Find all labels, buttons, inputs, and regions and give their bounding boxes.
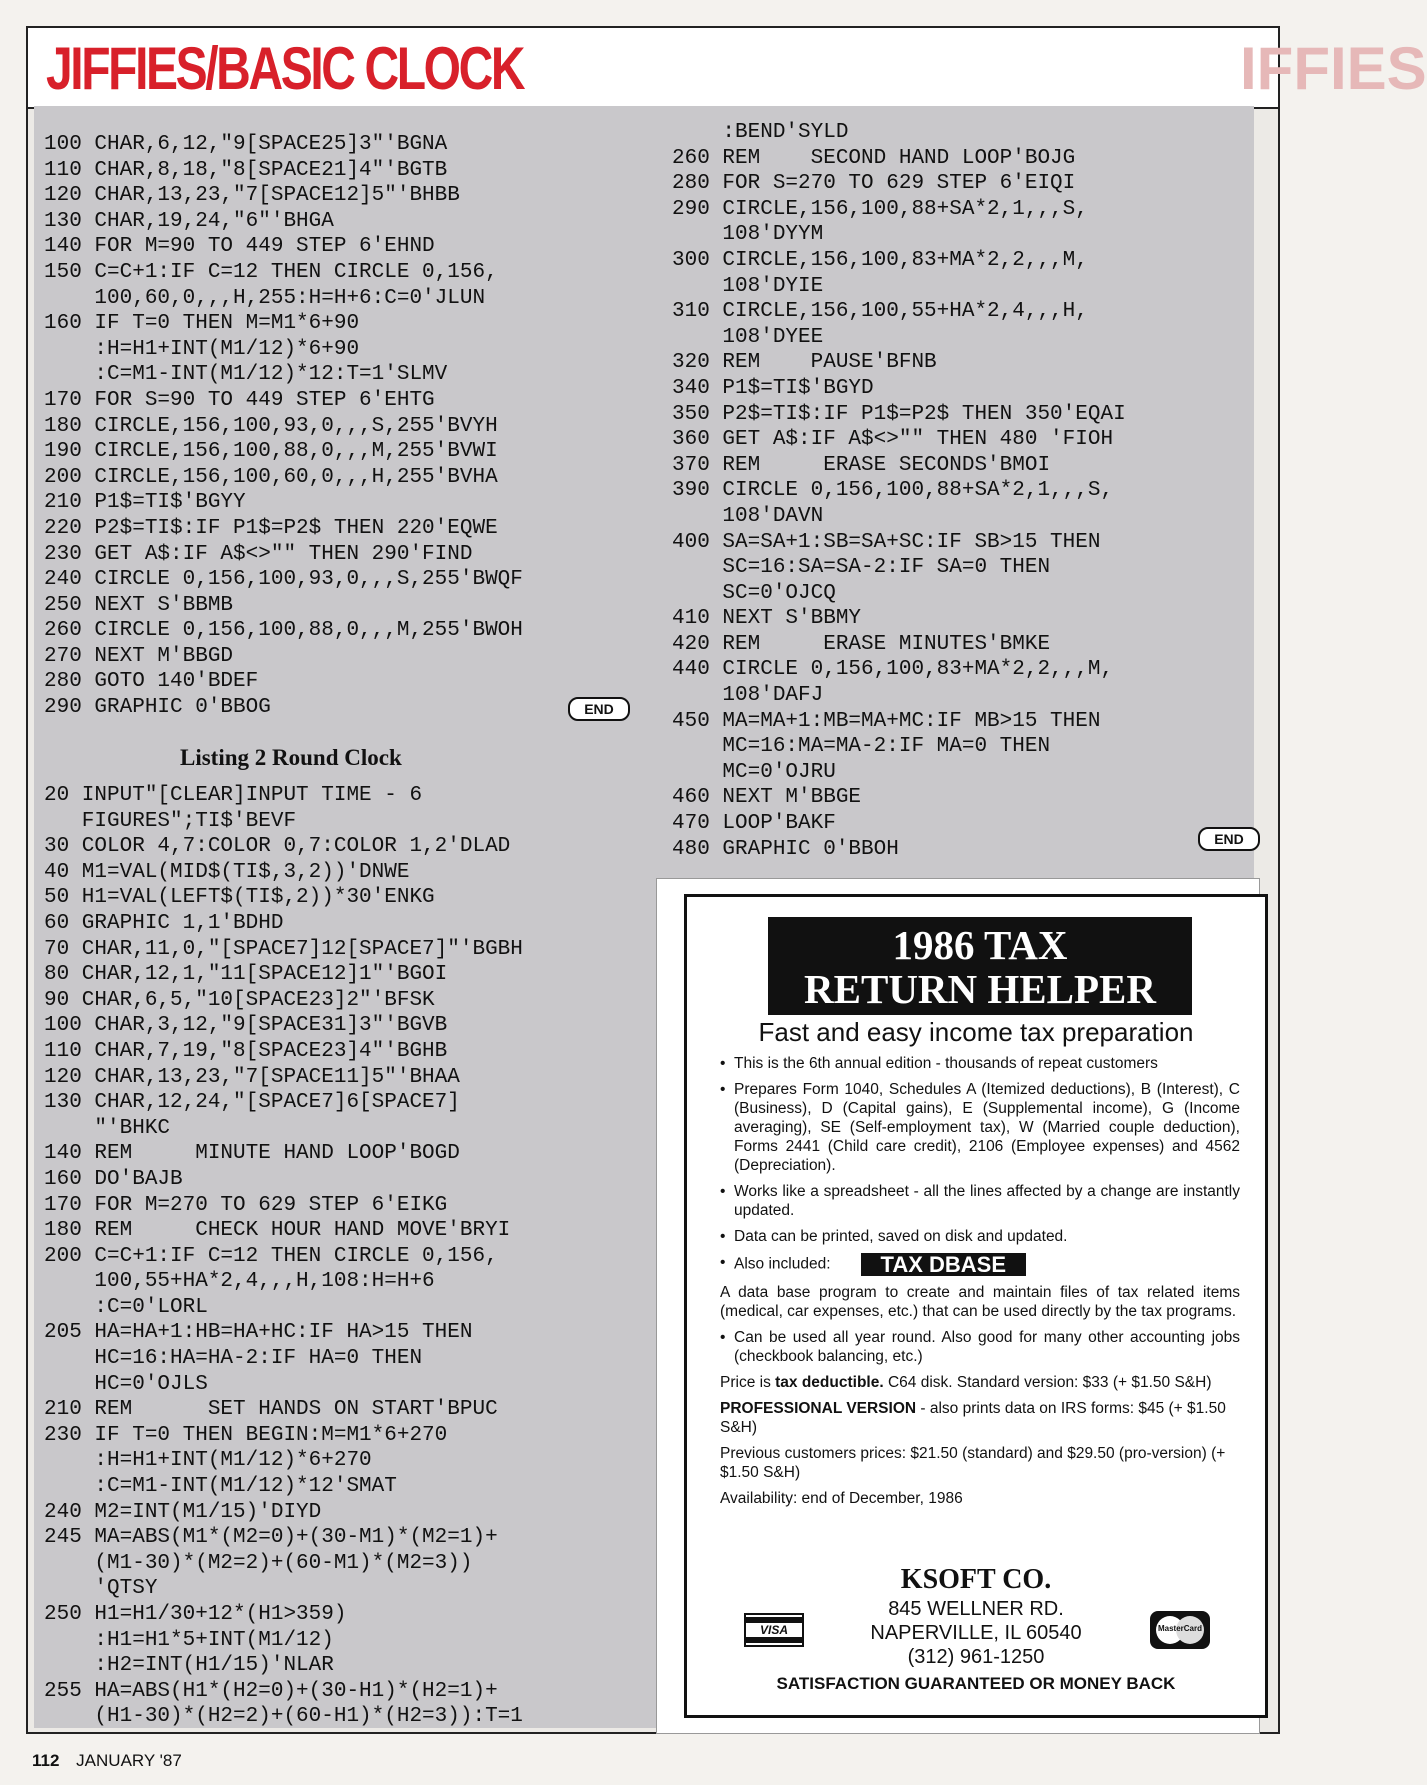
ad-title-line-1: 1986 TAX	[892, 922, 1068, 968]
ad-bullet: • Data can be printed, saved on disk and updated.	[720, 1228, 1068, 1245]
code-line: 400 SA=SA+1:SB=SA+SC:IF SB>15 THEN	[672, 530, 1101, 554]
code-line: MC=16:MA=MA-2:IF MA=0 THEN	[672, 735, 1051, 759]
code-line: SC=16:SA=SA-2:IF SA=0 THEN	[672, 556, 1051, 580]
code-line: 80 CHAR,12,1,"11[SPACE12]1"'BGOI	[44, 963, 448, 987]
issue-date: JANUARY '87	[76, 1751, 182, 1770]
ad-bullet: • This is the 6th annual edition - thousands of repeat customers	[720, 1055, 1158, 1072]
listing-2-title: Listing 2 Round Clock	[180, 745, 402, 770]
city: NAPERVILLE, IL 60540	[870, 1622, 1082, 1644]
code-line: 110 CHAR,8,18,"8[SPACE21]4"'BGTB	[44, 158, 448, 182]
code-line: 480 GRAPHIC 0'BBOH	[672, 837, 899, 861]
code-line: :H1=H1*5+INT(M1/12)	[44, 1628, 334, 1652]
tax-dbase-badge: TAX DBASE	[861, 1253, 1027, 1276]
guarantee-text: SATISFACTION GUARANTEED OR MONEY BACK	[776, 1674, 1176, 1693]
code-line: 350 P2$=TI$:IF P1$=P2$ THEN 350'EQAI	[672, 402, 1126, 426]
code-line: 410 NEXT S'BBMY	[672, 607, 862, 631]
page-number: 112	[32, 1751, 60, 1770]
code-line: 180 REM CHECK HOUR HAND MOVE'BRYI	[44, 1219, 511, 1243]
code-line: 30 COLOR 4,7:COLOR 0,7:COLOR 1,2'DLAD	[44, 835, 511, 859]
code-line: HC=16:HA=HA-2:IF HA=0 THEN	[44, 1347, 423, 1371]
code-line: 108'DAFJ	[672, 684, 824, 708]
code-line: 170 FOR S=90 TO 449 STEP 6'EHTG	[44, 388, 435, 412]
code-line: 110 CHAR,7,19,"8[SPACE23]4"'BGHB	[44, 1039, 448, 1063]
page-footer	[32, 1751, 182, 1771]
ad-body	[720, 1054, 1240, 1515]
code-line: 245 MA=ABS(M1*(M2=0)+(30-M1)*(M2=1)+	[44, 1526, 498, 1550]
code-line: 190 CIRCLE,156,100,88,0,,,M,255'BVWI	[44, 440, 498, 464]
ghost-title: IFFIES	[1240, 35, 1427, 102]
code-line: 108'DAVN	[672, 504, 824, 528]
code-line: 140 REM MINUTE HAND LOOP'BOGD	[44, 1142, 460, 1166]
end-badge: END	[568, 697, 630, 721]
code-line: 130 CHAR,19,24,"6"'BHGA	[44, 209, 334, 233]
code-line: 108'DYEE	[672, 325, 824, 349]
code-line: 290 GRAPHIC 0'BBOG	[44, 696, 271, 720]
code-line: SC=0'OJCQ	[672, 581, 836, 605]
header	[28, 28, 1427, 109]
code-line: :BEND'SYLD	[672, 121, 849, 144]
ad-bullet-also-included: • Also included: TAX DBASE	[720, 1253, 1240, 1276]
code-line: 130 CHAR,12,24,"[SPACE7]6[SPACE7]	[44, 1091, 460, 1115]
code-line: 100 CHAR,3,12,"9[SPACE31]3"'BGVB	[44, 1014, 448, 1038]
code-line: HC=0'OJLS	[44, 1372, 208, 1396]
code-line: 40 M1=VAL(MID$(TI$,3,2))'DNWE	[44, 860, 410, 884]
code-line: 180 CIRCLE,156,100,93,0,,,S,255'BVYH	[44, 414, 498, 438]
code-line: 100 CHAR,6,12,"9[SPACE25]3"'BGNA	[44, 133, 448, 156]
code-line: 108'DYYM	[672, 223, 824, 247]
code-line: :C=M1-INT(M1/12)*12:T=1'SLMV	[44, 363, 448, 387]
code-line: :C=M1-INT(M1/12)*12'SMAT	[44, 1475, 397, 1499]
code-line: 220 P2$=TI$:IF P1$=P2$ THEN 220'EQWE	[44, 516, 498, 540]
code-line: 90 CHAR,6,5,"10[SPACE23]2"'BFSK	[44, 988, 435, 1012]
code-line: 70 CHAR,11,0,"[SPACE7]12[SPACE7]"'BGBH	[44, 937, 523, 961]
code-line: 290 CIRCLE,156,100,88+SA*2,1,,,S,	[672, 197, 1088, 221]
ad-title-line-2: RETURN HELPER	[804, 966, 1156, 1012]
code-line: 280 FOR S=270 TO 629 STEP 6'EIQI	[672, 172, 1076, 196]
listing-2-code	[44, 783, 523, 1730]
code-line: 240 M2=INT(M1/15)'DIYD	[44, 1500, 322, 1524]
code-line: 50 H1=VAL(LEFT$(TI$,2))*30'ENKG	[44, 886, 435, 910]
code-line: 200 C=C+1:IF C=12 THEN CIRCLE 0,156,	[44, 1244, 498, 1268]
code-line: 120 CHAR,13,23,"7[SPACE12]5"'BHBB	[44, 184, 460, 208]
code-line: (H1-30)*(H2=2)+(60-H1)*(H2=3)):T=1	[44, 1705, 523, 1729]
code-line: 120 CHAR,13,23,"7[SPACE11]5"'BHAA	[44, 1065, 460, 1089]
code-line: 20 INPUT"[CLEAR]INPUT TIME - 6	[44, 784, 423, 807]
code-line: :H2=INT(H1/15)'NLAR	[44, 1654, 334, 1678]
code-line: 440 CIRCLE 0,156,100,83+MA*2,2,,,M,	[672, 658, 1114, 682]
code-line: 420 REM ERASE MINUTES'BMKE	[672, 632, 1051, 656]
code-line: 60 GRAPHIC 1,1'BDHD	[44, 911, 284, 935]
code-line: 150 C=C+1:IF C=12 THEN CIRCLE 0,156,	[44, 260, 498, 284]
code-line: 160 DO'BAJB	[44, 1167, 183, 1191]
street: 845 WELLNER RD.	[888, 1598, 1064, 1620]
code-line: 260 REM SECOND HAND LOOP'BOJG	[672, 146, 1076, 170]
availability-text: Availability: end of December, 1986	[720, 1490, 963, 1507]
code-line: 210 REM SET HANDS ON START'BPUC	[44, 1398, 498, 1422]
code-line: 250 H1=H1/30+12*(H1>359)	[44, 1603, 347, 1626]
code-line: 340 P1$=TI$'BGYD	[672, 376, 874, 400]
code-line: (M1-30)*(M2=2)+(60-M1)*(M2=3))	[44, 1551, 473, 1575]
code-line: 240 CIRCLE 0,156,100,93,0,,,S,255'BWQF	[44, 568, 523, 592]
code-line: 390 CIRCLE 0,156,100,88+SA*2,1,,,S,	[672, 479, 1114, 503]
code-line: 100,60,0,,,H,255:H=H+6:C=0'JLUN	[44, 286, 486, 310]
code-line: "'BHKC	[44, 1116, 171, 1140]
code-line: 108'DYIE	[672, 274, 824, 298]
listing-2-continued-code	[672, 120, 1126, 862]
ad-title	[768, 917, 1192, 1015]
code-line: 140 FOR M=90 TO 449 STEP 6'EHND	[44, 235, 435, 259]
code-line: 460 NEXT M'BBGE	[672, 786, 862, 810]
mastercard-logo-icon: MasterCard	[1150, 1611, 1210, 1649]
ad-bullet: • Can be used all year round. Also good for many other accounting jobs (checkbook balancing, etc.)	[720, 1329, 1240, 1365]
code-line: 310 CIRCLE,156,100,55+HA*2,4,,,H,	[672, 300, 1088, 324]
code-line: 270 NEXT M'BBGD	[44, 644, 234, 668]
code-line: 280 GOTO 140'BDEF	[44, 670, 259, 694]
code-line: :H=H1+INT(M1/12)*6+90	[44, 337, 360, 361]
code-line: MC=0'OJRU	[672, 760, 836, 784]
code-line: 'QTSY	[44, 1577, 158, 1601]
pro-version-text: PROFESSIONAL VERSION - also prints data on IRS forms: $45 (+ $1.50 S&H)	[720, 1400, 1226, 1436]
dbase-description: A data base program to create and maintain files of tax related items (medical, car expenses, etc.) that can be used directly by the tax programs.	[720, 1284, 1240, 1320]
code-line: FIGURES";TI$'BEVF	[44, 809, 297, 833]
code-line: 160 IF T=0 THEN M=M1*6+90	[44, 312, 360, 336]
code-line: 470 LOOP'BAKF	[672, 812, 836, 836]
price-text: Price is tax deductible. C64 disk. Standard version: $33 (+ $1.50 S&H)	[720, 1374, 1212, 1391]
code-line: 210 P1$=TI$'BGYY	[44, 491, 246, 515]
code-line: 260 CIRCLE 0,156,100,88,0,,,M,255'BWOH	[44, 619, 523, 643]
code-line: 370 REM ERASE SECONDS'BMOI	[672, 453, 1051, 477]
ad-subtitle: Fast and easy income tax preparation	[758, 1017, 1194, 1047]
code-line: 100,55+HA*2,4,,,H,108:H=H+6	[44, 1270, 435, 1294]
code-line: 255 HA=ABS(H1*(H2=0)+(30-H1)*(H2=1)+	[44, 1679, 498, 1703]
code-line: 205 HA=HA+1:HB=HA+HC:IF HA>15 THEN	[44, 1321, 473, 1345]
visa-logo-icon: VISA	[744, 1613, 804, 1647]
code-line: :H=H1+INT(M1/12)*6+270	[44, 1449, 372, 1473]
ad-bullet: • Works like a spreadsheet - all the lines affected by a change are instantly updated.	[720, 1183, 1240, 1219]
end-badge-2: END	[1198, 827, 1260, 851]
phone: (312) 961-1250	[907, 1646, 1045, 1668]
code-line: 230 GET A$:IF A$<>"" THEN 290'FIND	[44, 542, 473, 566]
code-line: 300 CIRCLE,156,100,83+MA*2,2,,,M,	[672, 248, 1088, 272]
code-line: 200 CIRCLE,156,100,60,0,,,H,255'BVHA	[44, 465, 498, 489]
code-line: :C=0'LORL	[44, 1295, 208, 1319]
code-line: 170 FOR M=270 TO 629 STEP 6'EIKG	[44, 1193, 448, 1217]
code-line: 450 MA=MA+1:MB=MA+MC:IF MB>15 THEN	[672, 709, 1101, 733]
page-title: JIFFIES/BASIC CLOCK	[46, 35, 524, 102]
previous-prices-text: Previous customers prices: $21.50 (standard) and $29.50 (pro-version) (+ $1.50 S&H)	[720, 1445, 1226, 1481]
code-line: 230 IF T=0 THEN BEGIN:M=M1*6+270	[44, 1423, 448, 1447]
code-line: 360 GET A$:IF A$<>"" THEN 480 'FIOH	[672, 428, 1114, 452]
code-line: 320 REM PAUSE'BFNB	[672, 351, 937, 375]
code-line: 250 NEXT S'BBMB	[44, 593, 234, 617]
ad-bullet: • Prepares Form 1040, Schedules A (Itemized deductions), B (Interest), C (Business), D (Capital gains), E (Supplemental income), G (Income averaging), SE (Self-employment tax), W (Married couple deduction), Forms 2441 (Child care credit), 2106 (Employee expenses) and 4562 (Depreciation).	[720, 1081, 1240, 1174]
listing-1-code	[44, 132, 523, 721]
company-name: KSOFT CO.	[900, 1564, 1052, 1595]
